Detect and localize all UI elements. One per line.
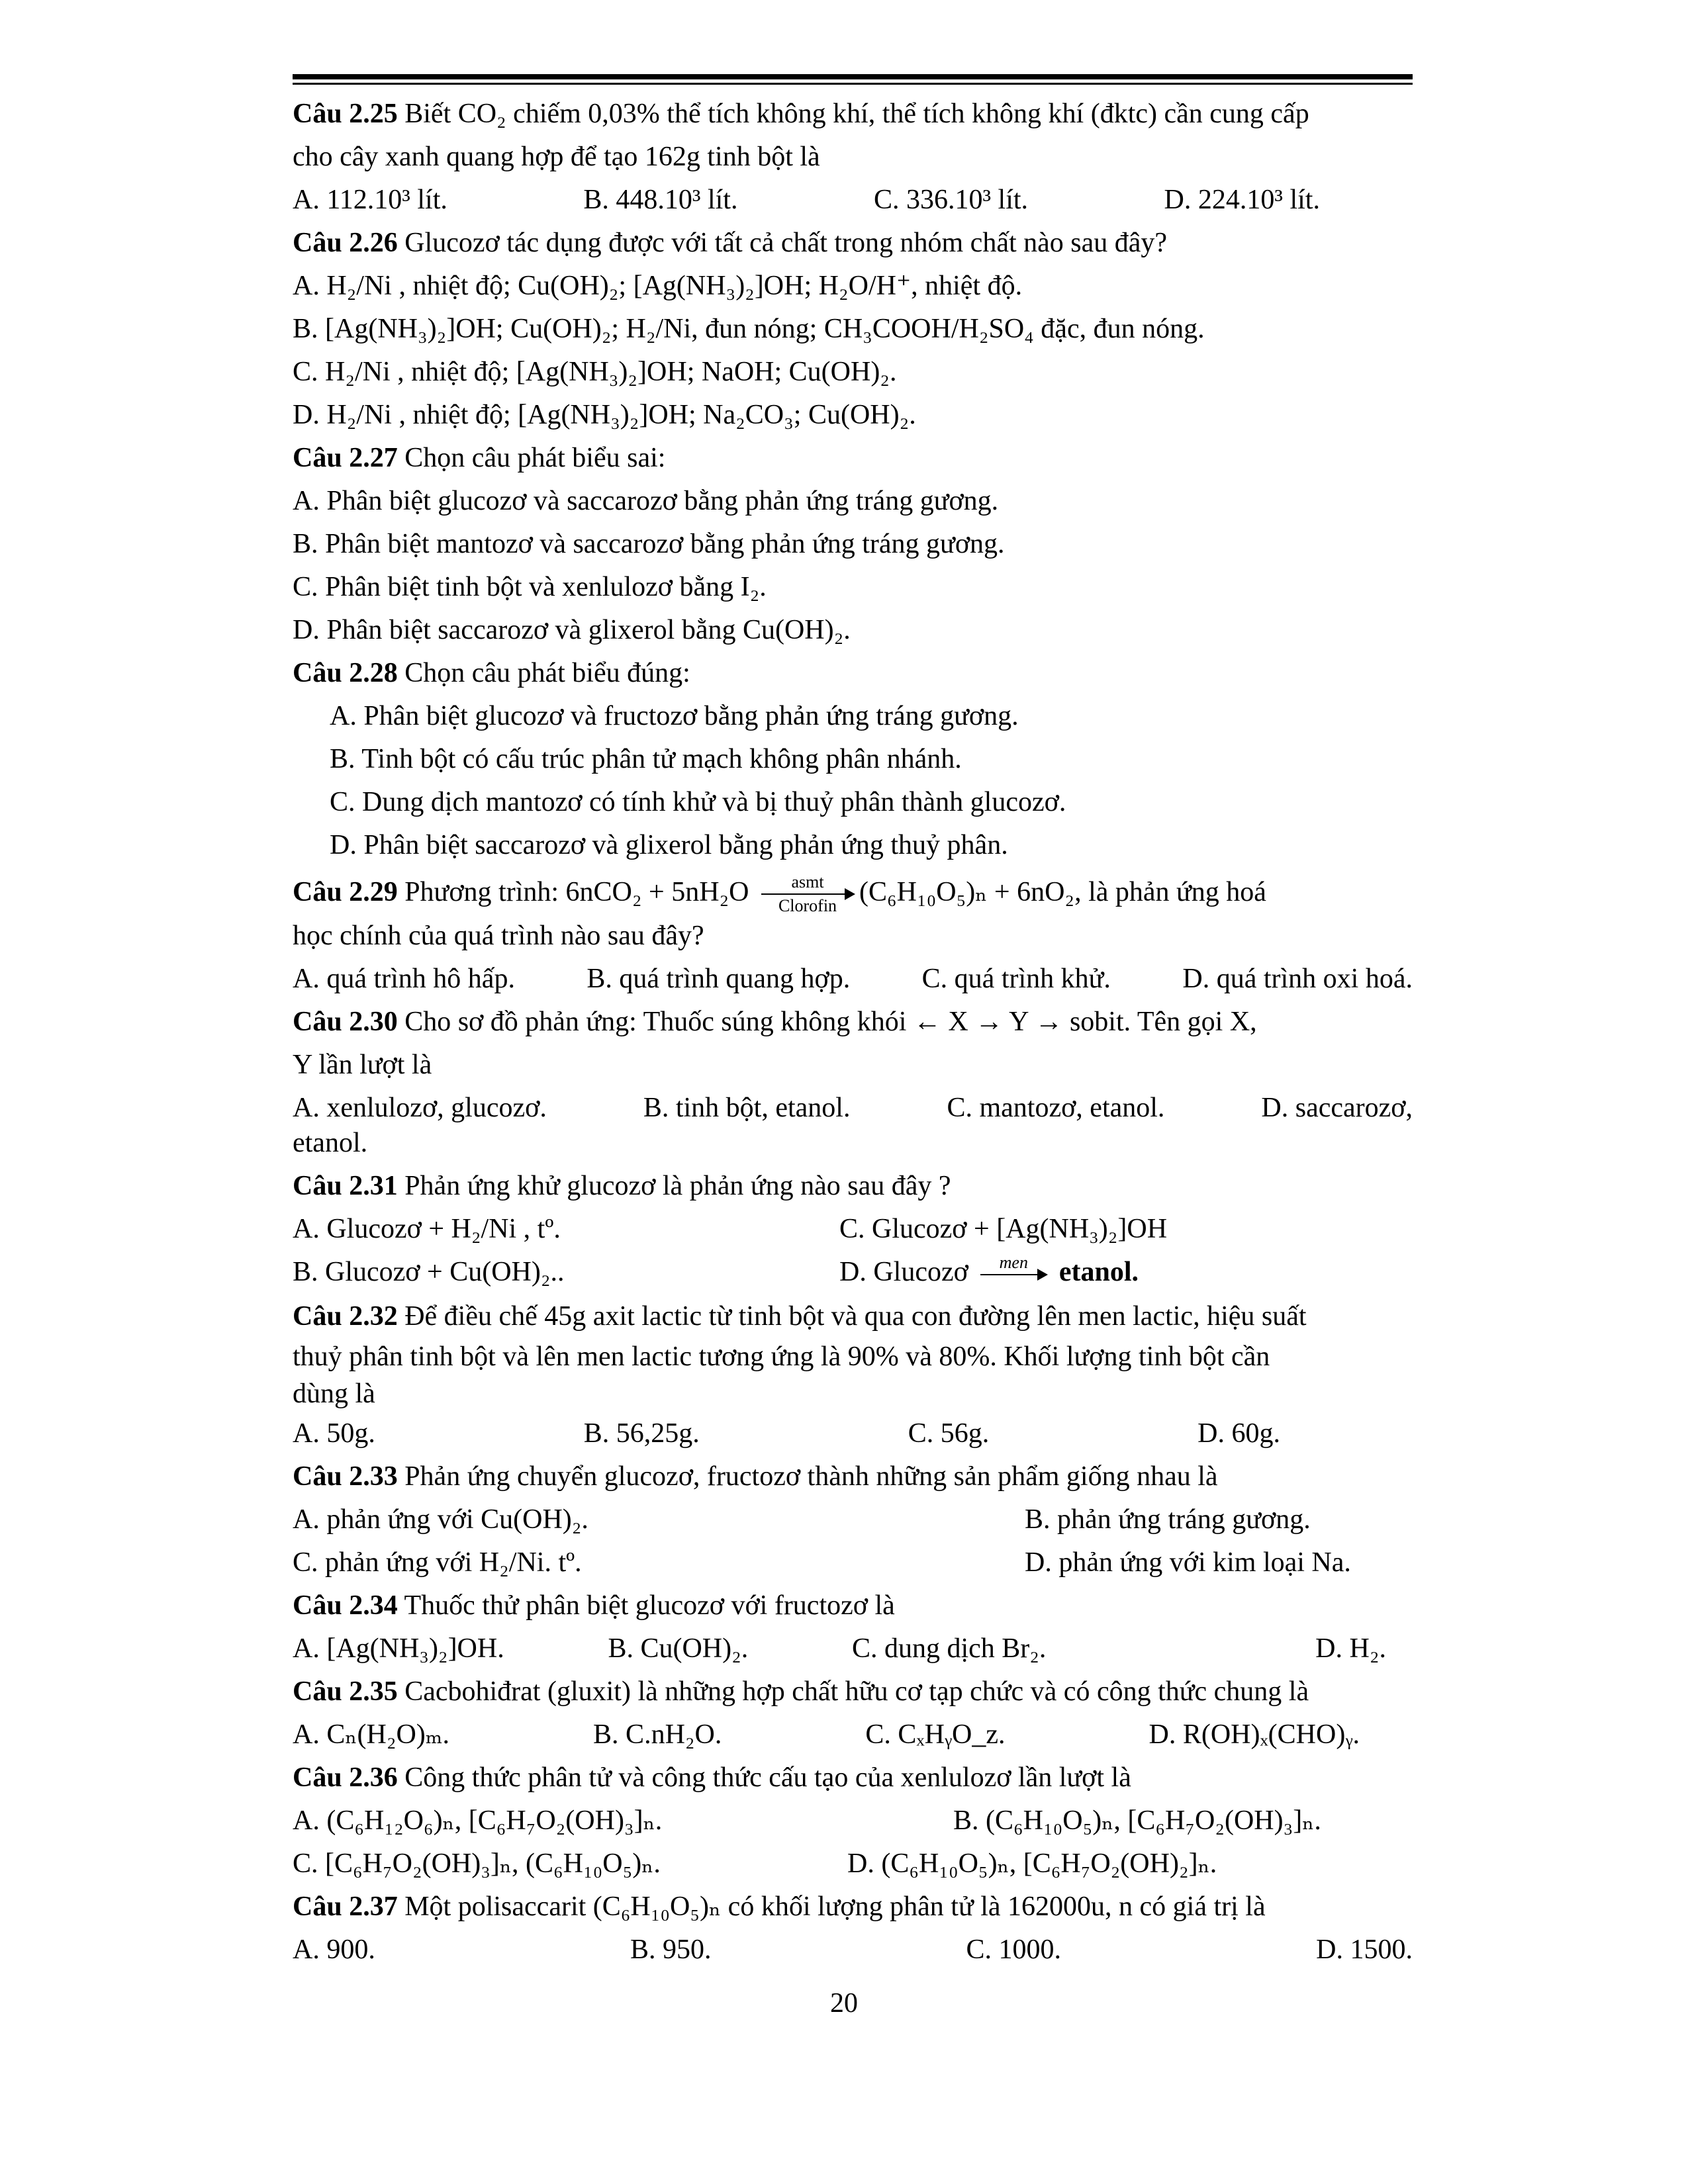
question-2-33 [293,1455,1413,1498]
question-text: Một polisaccarit (C₆H₁₀O₅)ₙ có khối lượng phân tử là 162000u, n có giá trị là [397,1891,1266,1922]
question-text-line2: thuỷ phân tinh bột và lên men lactic tương ứng là 90% và 80%. Khối lượng tinh bột cần [293,1341,1270,1372]
option-d [839,1251,1139,1295]
question-2-25 [293,93,1413,136]
option-d: D. 224.10³ lít. [1164,185,1320,215]
question-text-cont [293,915,1413,958]
option-d: D. phản ứng với kim loại Na. [1025,1547,1351,1578]
question-text-cont [293,1044,1413,1087]
question-text: Chọn câu phát biểu sai: [397,443,666,473]
question-text: Để điều chế 45g axit lactic từ tinh bột và qua con đường lên men lactic, hiệu suất [397,1300,1307,1332]
option-c: C. Phân biệt tinh bột và xenlulozơ bằng I₂. [293,572,767,602]
option-d: D. 60g. [1197,1418,1280,1449]
question-number: Câu 2.35 [293,1676,398,1707]
option-c: C. CₓHᵧO_z. [865,1719,1006,1750]
option-d-cont: etanol. [293,1128,368,1159]
option-c: C. H₂/Ni , nhiệt độ; [Ag(NH₃)₂]OH; NaOH; Cu(OH)₂. [293,357,897,387]
option-c: C. mantozơ, etanol. [947,1093,1165,1124]
equation-left: Phương trình: 6nCO₂ + 5nH₂O [397,877,757,907]
option-a: A. [Ag(NH₃)₂]OH. [293,1633,504,1664]
option-a: A. (C₆H₁₂O₆)ₙ, [C₆H₇O₂(OH)₃]ₙ. [293,1805,663,1836]
reaction-arrow-icon [980,1254,1047,1295]
option-c: C. 1000. [966,1934,1062,1965]
question-text-cont [293,136,1413,179]
option-c: C. dung dịch Br₂. [851,1633,1047,1664]
option-c: C. 336.10³ lít. [873,185,1029,215]
options-row [293,1251,1413,1295]
option-b: B. (C₆H₁₀O₅)ₙ, [C₆H₇O₂(OH)₃]ₙ. [953,1805,1321,1836]
question-2-29 [293,871,1413,915]
question-number: Câu 2.26 [293,228,398,258]
option-c: C. 56g. [908,1418,990,1449]
question-2-36 [293,1756,1413,1799]
header-rule-thin [293,83,1413,85]
arrow-condition-top: asmt [791,872,824,892]
options-row [293,1541,1413,1584]
option-b: B. C.nH₂O. [593,1719,722,1750]
question-number: Câu 2.37 [293,1891,398,1922]
question-text: Phản ứng chuyển glucozơ, fructozơ thành những sản phẩm giống nhau là [397,1461,1218,1492]
options-row [293,1498,1413,1541]
option-d: D. Phân biệt saccarozơ và glixerol bằng Cu(OH)₂. [293,615,851,645]
option-a: A. Phân biệt glucozơ và saccarozơ bằng phản ứng tráng gương. [293,486,999,516]
question-text-line3: dùng là [293,1378,375,1409]
reaction-arrow-icon [761,874,854,915]
question-text-cont [293,1375,1413,1412]
option-d: D. quá trình oxi hoá. [1182,964,1413,995]
question-text-line2: cho cây xanh quang hợp để tạo 162g tinh bột là [293,142,820,172]
question-2-32 [293,1295,1413,1338]
question-number: Câu 2.30 [293,1007,398,1038]
question-2-28 [293,652,1413,695]
option-b: B. 56,25g. [583,1418,700,1449]
option-c: C. phản ứng với H₂/Ni. tº. [293,1547,582,1578]
option-d: D. H₂/Ni , nhiệt độ; [Ag(NH₃)₂]OH; Na₂CO₃; Cu(OH)₂. [293,400,916,430]
option-d: D. Phân biệt saccarozơ và glixerol bằng phản ứng thuỷ phân. [330,830,1008,860]
option-d: D. (C₆H₁₀O₅)ₙ, [C₆H₇O₂(OH)₂]ₙ. [847,1848,1217,1879]
question-number: Câu 2.31 [293,1171,398,1202]
option-a: A. 900. [293,1934,375,1965]
option-d: D. H₂. [1315,1633,1386,1664]
options-row [293,1208,1413,1251]
arrow-condition-top: men [999,1252,1028,1272]
options-row [293,179,1413,222]
question-2-35 [293,1670,1413,1713]
question-number: Câu 2.33 [293,1461,398,1492]
options-row [293,1412,1413,1455]
question-number: Câu 2.34 [293,1590,398,1621]
arrow-condition-bottom: Clorofin [778,896,837,916]
question-text: Thuốc thử phân biệt glucozơ với fructozơ là [397,1590,895,1621]
option-b: B. quá trình quang hợp. [586,964,851,995]
question-number: Câu 2.25 [293,99,398,129]
option-c: C. Glucozơ + [Ag(NH₃)₂]OH [839,1214,1168,1245]
option-b: B. 950. [630,1934,712,1965]
option-a: A. phản ứng với Cu(OH)₂. [293,1504,588,1535]
question-text: Glucozơ tác dụng được với tất cả chất trong nhóm chất nào sau đây? [397,228,1168,258]
option-c: C. quá trình khử. [921,964,1111,995]
equation-right: (C₆H₁₀O₅)ₙ + 6nO₂, là phản ứng hoá [859,877,1266,907]
option-d-label: D. Glucozơ [839,1257,976,1288]
option-b: B. Glucozơ + Cu(OH)₂.. [293,1257,565,1288]
option-a: A. Glucozơ + H₂/Ni , tº. [293,1214,561,1245]
option-b: B. phản ứng tráng gương. [1025,1504,1311,1535]
question-text: Biết CO₂ chiếm 0,03% thể tích không khí, thể tích không khí (đktc) cần cung cấp [397,99,1309,129]
options-row [293,1799,1413,1843]
option-a: A. 50g. [293,1418,375,1449]
options-row [293,1713,1413,1756]
question-text-line2: học chính của quá trình nào sau đây? [293,921,704,952]
option-d: D. saccarozơ, [1261,1093,1413,1124]
option-b: B. Cu(OH)₂. [608,1633,749,1664]
question-2-27 [293,437,1413,480]
option-c: C. Dung dịch mantozơ có tính khử và bị thuỷ phân thành glucozơ. [330,787,1066,817]
question-number: Câu 2.36 [293,1762,398,1793]
option-b: B. Tinh bột có cấu trúc phân tử mạch không phân nhánh. [330,744,962,774]
question-text: Công thức phân tử và công thức cấu tạo của xenlulozơ lần lượt là [397,1762,1131,1793]
question-2-37 [293,1886,1413,1929]
option-a: A. Phân biệt glucozơ và fructozơ bằng phản ứng tráng gương. [330,701,1019,731]
question-text: Chọn câu phát biểu đúng: [397,658,690,688]
options-row [293,1627,1413,1670]
question-number: Câu 2.29 [293,877,398,907]
options-row [293,1843,1413,1886]
option-a: A. 112.10³ lít. [293,185,447,215]
question-text: Cacbohiđrat (gluxit) là những hợp chất hữu cơ tạp chức và có công thức chung là [397,1676,1309,1707]
question-2-30 [293,1001,1413,1044]
option-c: C. [C₆H₇O₂(OH)₃]ₙ, (C₆H₁₀O₅)ₙ. [293,1848,661,1879]
question-text-cont [293,1338,1413,1375]
page-number: 20 [830,1988,858,2019]
question-number: Câu 2.28 [293,658,398,688]
option-d-product: etanol. [1052,1257,1139,1288]
question-number: Câu 2.27 [293,443,398,473]
option-a: A. xenlulozơ, glucozơ. [293,1093,547,1124]
options-row [293,958,1413,1001]
option-d: D. 1500. [1316,1934,1413,1965]
option-a: A. quá trình hô hấp. [293,964,515,995]
question-text: Cho sơ đồ phản ứng: Thuốc súng không khói ← X → Y → sobit. Tên gọi X, [397,1007,1257,1038]
page-content [293,93,1413,1972]
question-2-26 [293,222,1413,265]
question-text: Phản ứng khử glucozơ là phản ứng nào sau đây ? [397,1171,951,1202]
option-b: B. [Ag(NH₃)₂]OH; Cu(OH)₂; H₂/Ni, đun nóng; CH₃COOH/H₂SO₄ đặc, đun nóng. [293,314,1205,344]
header-rule-thick [293,74,1413,79]
question-number: Câu 2.32 [293,1300,398,1332]
option-b: B. Phân biệt mantozơ và saccarozơ bằng phản ứng tráng gương. [293,529,1005,559]
option-b: B. 448.10³ lít. [583,185,738,215]
option-b: B. tinh bột, etanol. [643,1093,851,1124]
question-2-31 [293,1165,1413,1208]
option-d: D. R(OH)ₓ(CHO)ᵧ. [1149,1719,1360,1750]
question-text-line2: Y lần lượt là [293,1050,432,1081]
option-a: A. H₂/Ni , nhiệt độ; Cu(OH)₂; [Ag(NH₃)₂]OH; H₂O/H⁺, nhiệt độ. [293,271,1023,301]
option-a: A. Cₙ(H₂O)ₘ. [293,1719,450,1750]
options-row [293,1929,1413,1972]
question-2-34 [293,1584,1413,1627]
